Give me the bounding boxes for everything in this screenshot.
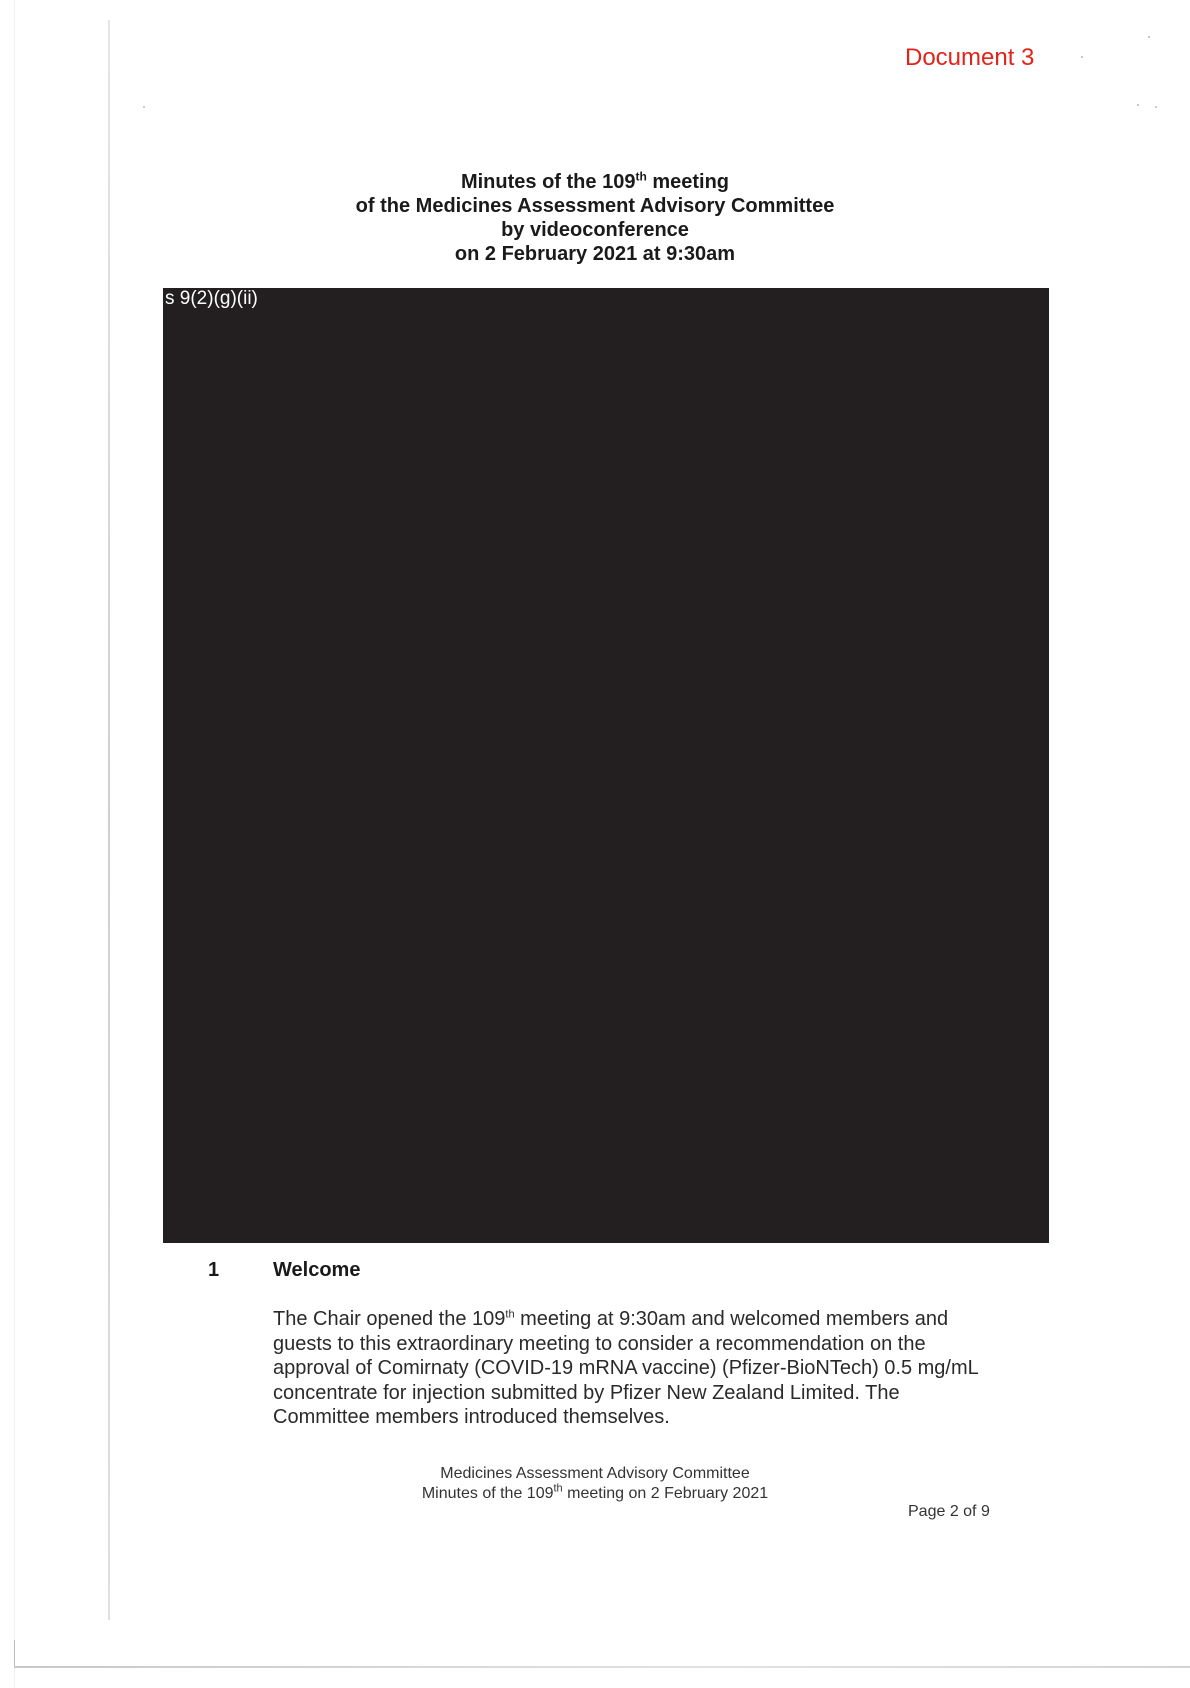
section-number: 1 (208, 1259, 220, 1281)
section-heading: Welcome (273, 1259, 361, 1281)
scan-edge-left (108, 20, 110, 1620)
footer-line-1: Medicines Assessment Advisory Committee (440, 1465, 750, 1482)
scan-speck (1137, 104, 1139, 106)
scan-speck (1081, 56, 1083, 58)
scan-edge-bottom (14, 1666, 1190, 1668)
scan-speck (1148, 36, 1150, 38)
title-line-3: by videoconference (501, 219, 689, 241)
redaction-label: s 9(2)(g)(ii) (165, 288, 258, 309)
title-line-1: Minutes of the 109th meeting (460, 169, 730, 193)
scan-speck (143, 106, 145, 108)
title-line-4: on 2 February 2021 at 9:30am (454, 243, 736, 265)
title-line-2: of the Medicines Assessment Advisory Committee (355, 195, 835, 217)
section-paragraph: The Chair opened the 109th meeting at 9:30am and welcomed members and guests to this extraordinary meeting to consider a recommendation on the approval of Comirnaty (COVID-19 mRNA vaccine) (Pfizer-BioNTech) 0.5 mg/mL concentrate for injection submitted by Pfizer New Zealand Limited. The Committee members introduced themselves. (273, 1308, 979, 1428)
scan-edge-corner (14, 1640, 15, 1668)
scan-speck (1155, 106, 1157, 108)
meeting-title (300, 170, 890, 266)
redaction-block (163, 288, 1049, 1243)
scan-edge-left-outer (14, 0, 15, 1688)
page-footer (370, 1464, 820, 1504)
footer-line-2: Minutes of the 109th meeting on 2 February 2021 (421, 1482, 769, 1502)
document-label: Document 3 (905, 44, 1035, 71)
page-number: Page 2 of 9 (908, 1503, 990, 1520)
